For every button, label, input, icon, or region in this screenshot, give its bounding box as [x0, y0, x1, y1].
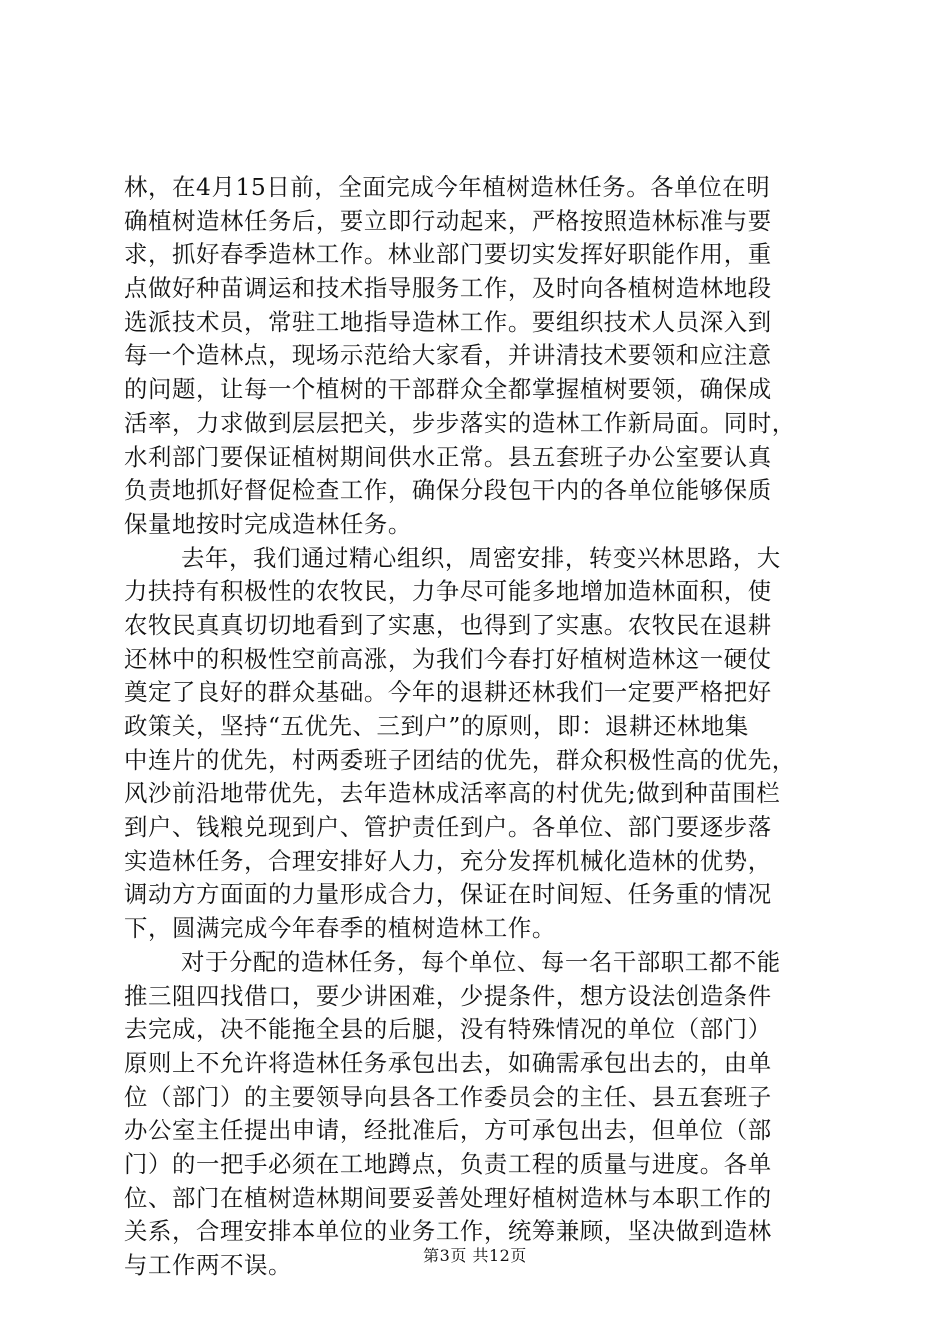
- text-line: 推三阻四找借口，要少讲困难，少提条件，想方设法创造条件: [124, 981, 772, 1010]
- text-line: 门）的一把手必须在工地蹲点，负责工程的质量与进度。各单: [124, 1149, 772, 1178]
- text-line: 点做好种苗调运和技术指导服务工作，及时向各植树造林地段: [124, 274, 772, 303]
- text-line: 还林中的积极性空前高涨，为我们今春打好植树造林这一硬仗: [124, 644, 772, 673]
- text-line: 下，圆满完成今年春季的植树造林工作。: [124, 914, 556, 943]
- text-line: 去年，我们通过精心组织，周密安排，转变兴林思路，大: [181, 543, 781, 572]
- body-text: [124, 171, 844, 1283]
- text-line: 中连片的优先，村两委班子团结的优先，群众积极性高的优先，: [124, 745, 796, 774]
- text-line: 风沙前沿地带优先，去年造林成活率高的村优先;做到种苗围栏: [124, 779, 781, 808]
- text-line: 奠定了良好的群众基础。今年的退耕还林我们一定要严格把好: [124, 678, 772, 707]
- text-line: 负责地抓好督促检查工作，确保分段包干内的各单位能够保质: [124, 476, 772, 505]
- text-line: 对于分配的造林任务，每个单位、每一名干部职工都不能: [181, 947, 781, 976]
- text-line: 选派技术员，常驻工地指导造林工作。要组织技术人员深入到: [124, 307, 772, 336]
- text-line: 去完成，决不能拖全县的后腿，没有特殊情况的单位（部门）: [124, 1015, 772, 1044]
- text-line: 力扶持有积极性的农牧民，力争尽可能多地增加造林面积，使: [124, 577, 772, 606]
- text-line: 位、部门在植树造林期间要妥善处理好植树造林与本职工作的: [124, 1183, 772, 1212]
- text-line: 位（部门）的主要领导向县各工作委员会的主任、县五套班子: [124, 1082, 772, 1111]
- text-line: 求，抓好春季造林工作。林业部门要切实发挥好职能作用，重: [124, 240, 772, 269]
- text-line: 关系，合理安排本单位的业务工作，统筹兼顾，坚决做到造林: [124, 1217, 772, 1246]
- text-line: 水利部门要保证植树期间供水正常。县五套班子办公室要认真: [124, 442, 772, 471]
- page-footer: 第3页 共12页: [423, 1246, 527, 1265]
- text-line: 林，在4月15日前，全面完成今年植树造林任务。各单位在明: [124, 173, 771, 201]
- paragraph: [124, 946, 844, 1283]
- paragraph: [124, 542, 844, 946]
- text-line: 办公室主任提出申请，经批准后，方可承包出去，但单位（部: [124, 1116, 772, 1145]
- text-line: 农牧民真真切切地看到了实惠，也得到了实惠。农牧民在退耕: [124, 610, 772, 639]
- text-line: 调动方方面面的力量形成合力，保证在时间短、任务重的情况: [124, 880, 772, 909]
- text-line: 的问题，让每一个植树的干部群众全都掌握植树要领，确保成: [124, 375, 772, 404]
- text-line: 到户、钱粮兑现到户、管护责任到户。各单位、部门要逐步落: [124, 813, 772, 842]
- text-line: 原则上不允许将造林任务承包出去，如确需承包出去的，由单: [124, 1048, 772, 1077]
- text-line: 政策关，坚持“五优先、三到户”的原则，即：退耕还林地集: [124, 712, 749, 740]
- paragraph: [124, 171, 844, 542]
- text-line: 实造林任务，合理安排好人力，充分发挥机械化造林的优势，: [124, 846, 772, 875]
- text-line: 与工作两不误。: [124, 1251, 292, 1279]
- text-line: 每一个造林点，现场示范给大家看，并讲清技术要领和应注意: [124, 341, 772, 370]
- text-line: 保量地按时完成造林任务。: [124, 509, 412, 538]
- text-line: 活率，力求做到层层把关，步步落实的造林工作新局面。同时，: [124, 408, 796, 437]
- text-line: 确植树造林任务后，要立即行动起来，严格按照造林标准与要: [124, 206, 772, 235]
